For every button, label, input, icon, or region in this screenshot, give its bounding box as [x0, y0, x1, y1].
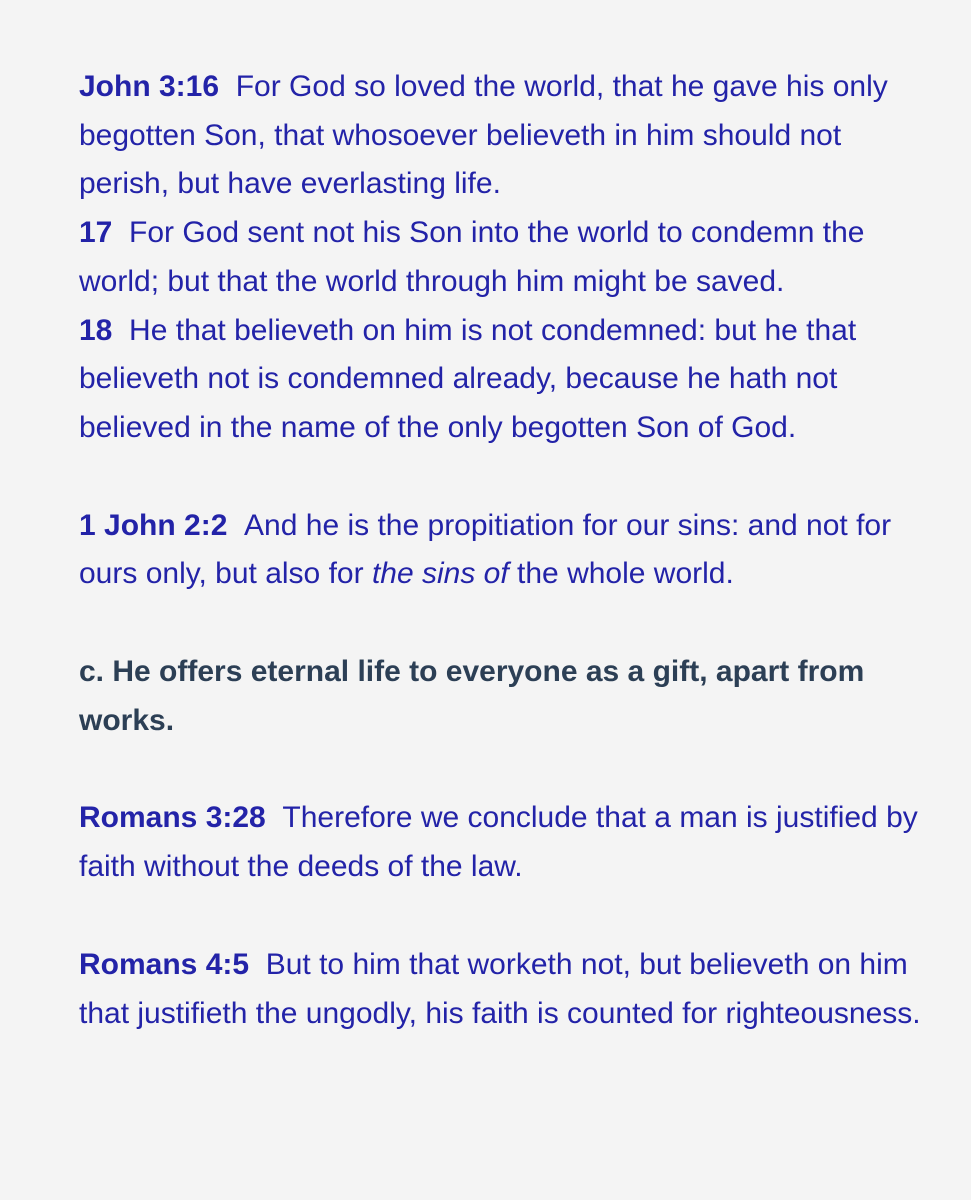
- verse-reference: John 3:16: [79, 70, 220, 103]
- verse-text: For God sent not his Son into the world to condemn the world; but that the world through him might be saved.: [79, 216, 865, 298]
- verse-text: He that believeth on him is not condemned: but he that believeth not is condemned already, because he hath not believed in the name of the only begotten Son of God.: [79, 313, 857, 444]
- section-heading-c: c. He offers eternal life to everyone as a gift, apart from works.: [79, 655, 865, 737]
- verse-text: And he is the propitiation for our sins: and not for ours only, but also for: [79, 508, 892, 591]
- spacer: [79, 599, 931, 648]
- verse-john-3-16: [79, 63, 931, 209]
- verse-john-3-17: [79, 209, 931, 306]
- verse-reference: 1 John 2:2: [79, 508, 228, 542]
- spacer: [79, 745, 931, 794]
- verse-romans-3-28: [79, 794, 931, 891]
- verse-text: Therefore we conclude that a man is justified by faith without the deeds of the law.: [79, 801, 918, 884]
- verse-text-end: the whole world.: [517, 557, 734, 591]
- verse-1-john-2-2: [79, 502, 931, 599]
- verse-text: But to him that worketh not, but believeth on him that justifieth the ungodly, his faith is counted for righteousness.: [79, 947, 921, 1030]
- john-3-passage: [79, 63, 931, 453]
- verse-john-3-18: [79, 307, 931, 453]
- verse-reference: Romans 3:28: [79, 801, 266, 835]
- spacer: [79, 453, 931, 502]
- spacer: [79, 892, 931, 941]
- verse-number: 18: [79, 313, 113, 347]
- verse-text-italic: the sins of: [371, 557, 509, 591]
- verse-text: For God so loved the world, that he gave his only begotten Son, that whosoever believeth in him should not perish, but have everlasting life.: [79, 70, 888, 201]
- verse-reference: Romans 4:5: [79, 947, 250, 981]
- verse-romans-4-5: [79, 941, 931, 1038]
- verse-number: 17: [79, 216, 113, 250]
